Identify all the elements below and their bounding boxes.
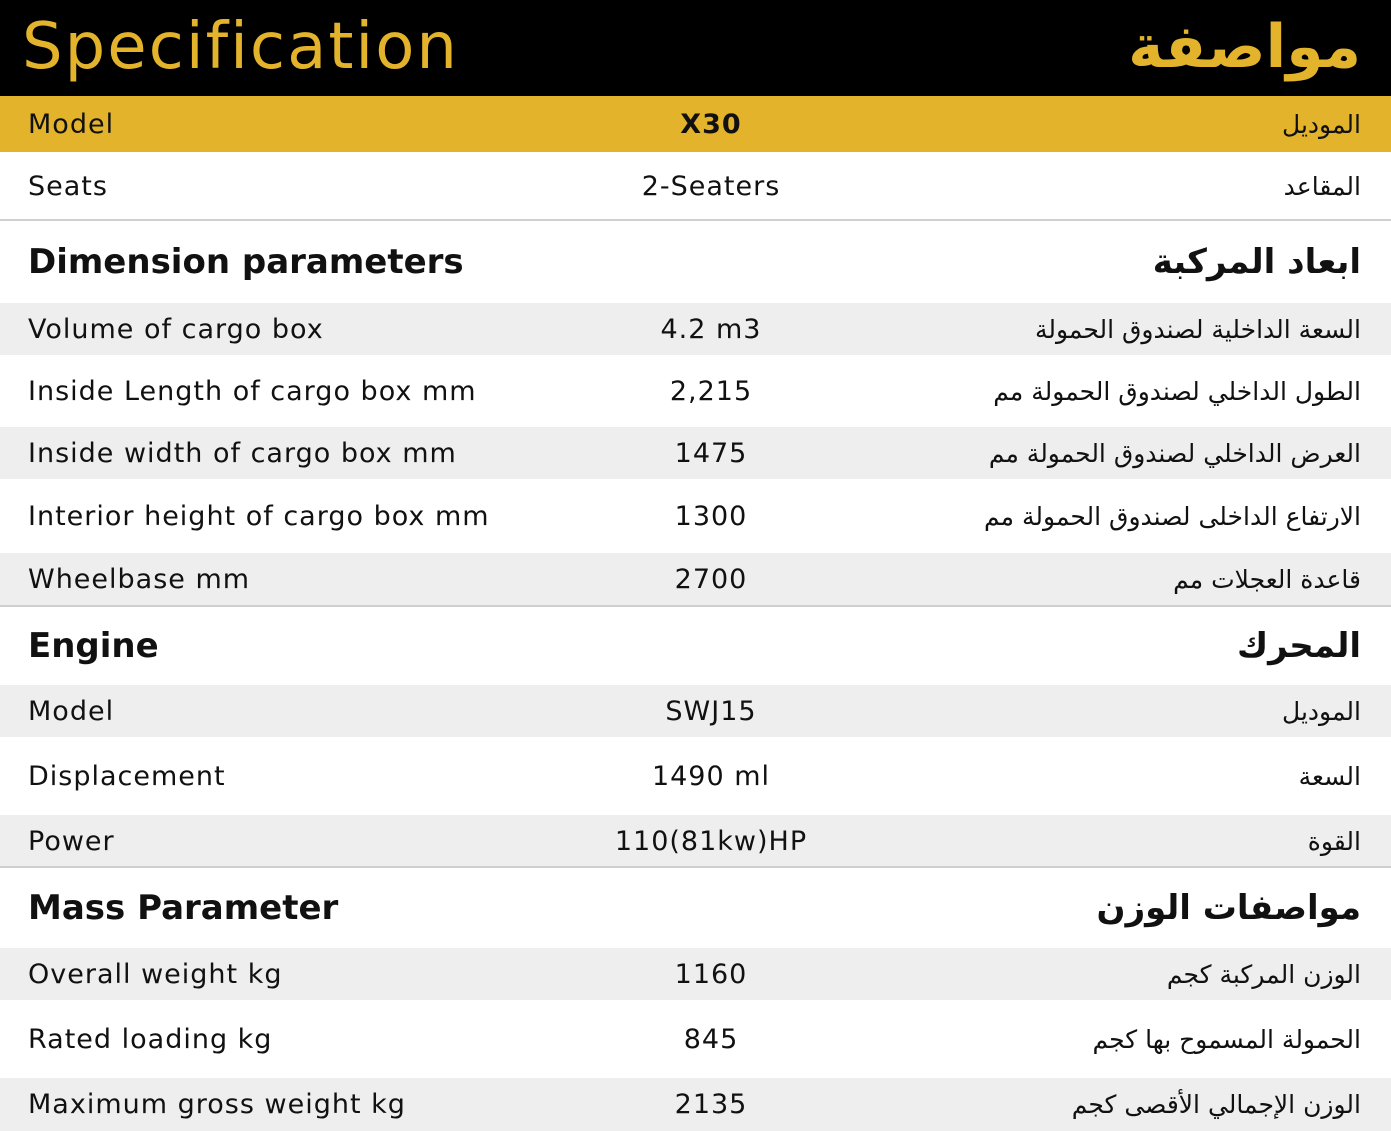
table-row — [0, 303, 1391, 355]
row-label-ar: الوزن الإجمالي الأقصى كجم — [1071, 1090, 1361, 1119]
row-label-en: Rated loading kg — [28, 1023, 273, 1055]
row-value: 4.2 m3 — [660, 313, 762, 345]
row-label-ar: الطول الداخلي لصندوق الحمولة مم — [993, 376, 1361, 406]
row-label-en: Model — [28, 108, 115, 140]
row-label-en: Seats — [28, 170, 108, 202]
table-row — [0, 1000, 1391, 1078]
table-row — [0, 1078, 1391, 1131]
row-label-ar: الارتفاع الداخلى لصندوق الحمولة مم — [984, 501, 1361, 531]
row-value: 1300 — [674, 500, 748, 532]
section-title-ar: المحرك — [1236, 626, 1361, 666]
row-value: 2700 — [674, 563, 748, 595]
row-value: 1160 — [674, 958, 748, 990]
row-label-ar: قاعدة العجلات مم — [1173, 564, 1361, 594]
row-label-ar: الموديل — [1282, 109, 1361, 139]
row-value: SWJ15 — [665, 695, 757, 727]
row-value: 2-Seaters — [641, 170, 781, 202]
row-value: 1490 ml — [651, 760, 771, 792]
section-heading-engine — [0, 607, 1391, 685]
model-row — [0, 96, 1391, 152]
table-row — [0, 355, 1391, 427]
row-label-ar: العرض الداخلي لصندوق الحمولة مم — [988, 438, 1361, 468]
row-label-en: Volume of cargo box — [28, 313, 324, 345]
row-label-ar: الوزن المركبة كجم — [1166, 959, 1361, 989]
section-heading-dimension — [0, 221, 1391, 303]
row-label-ar: السعة الداخلية لصندوق الحمولة — [1034, 314, 1361, 344]
spec-header — [0, 0, 1391, 96]
section-title-en: Mass Parameter — [28, 888, 339, 928]
section-title-en: Engine — [28, 626, 159, 666]
row-label-ar: الموديل — [1282, 696, 1361, 726]
row-label-en: Overall weight kg — [28, 958, 283, 990]
section-heading-mass — [0, 868, 1391, 948]
row-label-en: Power — [28, 825, 115, 857]
table-row — [0, 479, 1391, 553]
seats-row — [0, 152, 1391, 220]
row-label-ar: السعة — [1298, 761, 1361, 791]
row-label-en: Wheelbase mm — [28, 563, 251, 595]
table-row — [0, 815, 1391, 867]
row-label-ar: الحمولة المسموح بها كجم — [1092, 1024, 1361, 1054]
row-label-en: Inside Length of cargo box mm — [28, 375, 477, 407]
table-row — [0, 427, 1391, 479]
row-value: 110(81kw)HP — [614, 825, 808, 857]
row-label-en: Model — [28, 695, 115, 727]
header-title-en: Specification — [22, 10, 459, 84]
section-title-en: Dimension parameters — [28, 242, 464, 282]
row-value: 1475 — [674, 437, 748, 469]
table-row — [0, 737, 1391, 815]
row-label-en: Maximum gross weight kg — [28, 1089, 406, 1120]
header-title-ar: مواصفة — [1128, 12, 1361, 82]
row-value: 2135 — [674, 1089, 748, 1120]
row-value: 845 — [683, 1023, 739, 1055]
row-value: X30 — [680, 108, 742, 140]
section-title-ar: مواصفات الوزن — [1096, 888, 1361, 928]
row-label-en: Interior height of cargo box mm — [28, 500, 490, 532]
table-row — [0, 948, 1391, 1000]
row-label-en: Inside width of cargo box mm — [28, 437, 457, 469]
section-title-ar: ابعاد المركبة — [1152, 242, 1361, 282]
table-row — [0, 553, 1391, 605]
row-label-en: Displacement — [28, 760, 226, 792]
row-label-ar: القوة — [1307, 826, 1361, 856]
table-row — [0, 685, 1391, 737]
row-value: 2,215 — [669, 375, 753, 407]
row-label-ar: المقاعد — [1283, 171, 1361, 201]
